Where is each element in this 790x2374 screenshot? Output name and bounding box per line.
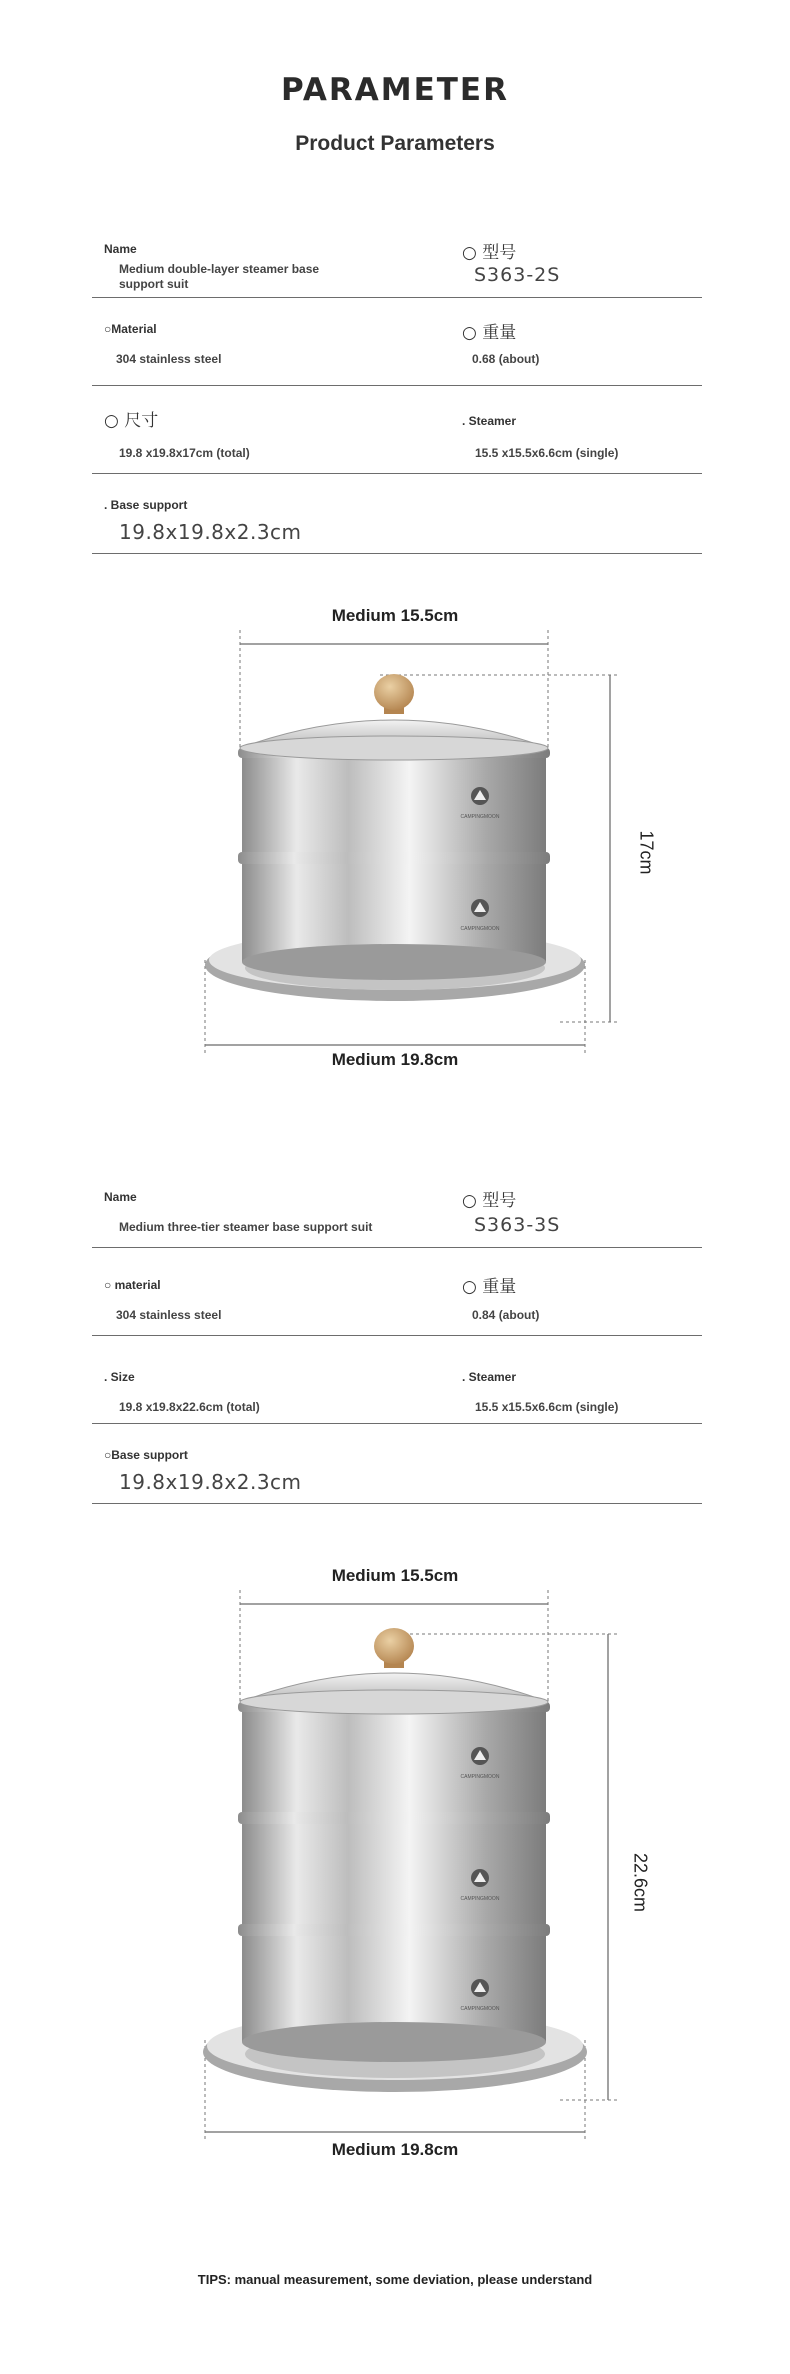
product2-row-material-weight bbox=[92, 1248, 702, 1336]
product2-steamer-label: . Steamer bbox=[462, 1370, 517, 1384]
product2-base-value: 19.8x19.8x2.3cm bbox=[119, 1470, 302, 1494]
product1-row-name-model bbox=[92, 210, 702, 298]
product2-name-value: Medium three-tier steamer base support suit bbox=[119, 1220, 373, 1234]
product2-logo-text-2: CAMPINGMOON bbox=[460, 1896, 500, 1902]
product1-row-base bbox=[92, 474, 702, 554]
product2-material-value: 304 stainless steel bbox=[116, 1308, 222, 1322]
product2-logo-text-3: CAMPINGMOON bbox=[460, 2006, 500, 2012]
product2-weight-label: ○ 重量 bbox=[462, 1277, 517, 1297]
product2-steamer-value: 15.5 x15.5x6.6cm (single) bbox=[475, 1400, 619, 1414]
product1-dim-bottom: Medium 19.8cm bbox=[331, 1050, 459, 1069]
product1-logo-text-1: CAMPINGMOON bbox=[460, 814, 500, 820]
product2-weight-value: 0.84 (about) bbox=[472, 1308, 540, 1322]
product1-logo-text-2: CAMPINGMOON bbox=[460, 926, 500, 932]
product2-model-label: ○ 型号 bbox=[462, 1191, 517, 1211]
tips-note: TIPS: manual measurement, some deviation, please understand bbox=[197, 2272, 593, 2287]
product2-row-name-model bbox=[92, 1160, 702, 1248]
product1-weight-value: 0.68 (about) bbox=[472, 352, 540, 366]
product2-param-table bbox=[92, 1160, 702, 1500]
product1-material-value: 304 stainless steel bbox=[116, 352, 222, 366]
product2-name-label: Name bbox=[104, 1190, 137, 1204]
product2-base-label: ○Base support bbox=[104, 1448, 188, 1462]
product2-dim-height: 22.6cm bbox=[630, 1852, 651, 1913]
product2-logo-text-1: CAMPINGMOON bbox=[460, 1774, 500, 1780]
product1-base-label: . Base support bbox=[104, 498, 188, 512]
page-subtitle: Product Parameters bbox=[295, 132, 495, 155]
product1-param-table bbox=[92, 210, 702, 550]
product1-model-label: ○ 型号 bbox=[462, 243, 517, 263]
product1-name-label: Name bbox=[104, 242, 137, 256]
product1-dim-height: 17cm bbox=[636, 830, 657, 875]
product2-row-size-steamer bbox=[92, 1336, 702, 1424]
product2-size-value: 19.8 x19.8x22.6cm (total) bbox=[119, 1400, 260, 1414]
product1-size-label: ○ 尺寸 bbox=[104, 411, 159, 431]
product2-dim-top: Medium 15.5cm bbox=[331, 1566, 459, 1585]
product2-material-label: ○ material bbox=[104, 1278, 161, 1292]
product1-base-value: 19.8x19.8x2.3cm bbox=[119, 520, 302, 544]
product1-dim-top: Medium 15.5cm bbox=[331, 606, 459, 625]
product2-model-value: S363-3S bbox=[474, 1214, 561, 1236]
product1-model-value: S363-2S bbox=[474, 264, 561, 286]
product1-row-size-steamer bbox=[92, 386, 702, 474]
product1-steamer-label: . Steamer bbox=[462, 414, 517, 428]
product1-steamer-value: 15.5 x15.5x6.6cm (single) bbox=[475, 446, 619, 460]
product2-row-base bbox=[92, 1424, 702, 1504]
product1-steamer-illustration bbox=[0, 600, 790, 1080]
product1-row-material-weight bbox=[92, 298, 702, 386]
product1-size-value: 19.8 x19.8x17cm (total) bbox=[119, 446, 250, 460]
product1-weight-label: ○ 重量 bbox=[462, 323, 517, 343]
product1-material-label: ○Material bbox=[104, 322, 157, 336]
page-title: PARAMETER bbox=[281, 72, 509, 108]
product2-steamer-illustration bbox=[0, 1560, 790, 2160]
product2-size-label: . Size bbox=[104, 1370, 135, 1384]
product2-dim-bottom: Medium 19.8cm bbox=[331, 2140, 459, 2159]
product1-name-value: Medium double-layer steamer base support suit bbox=[119, 262, 320, 291]
